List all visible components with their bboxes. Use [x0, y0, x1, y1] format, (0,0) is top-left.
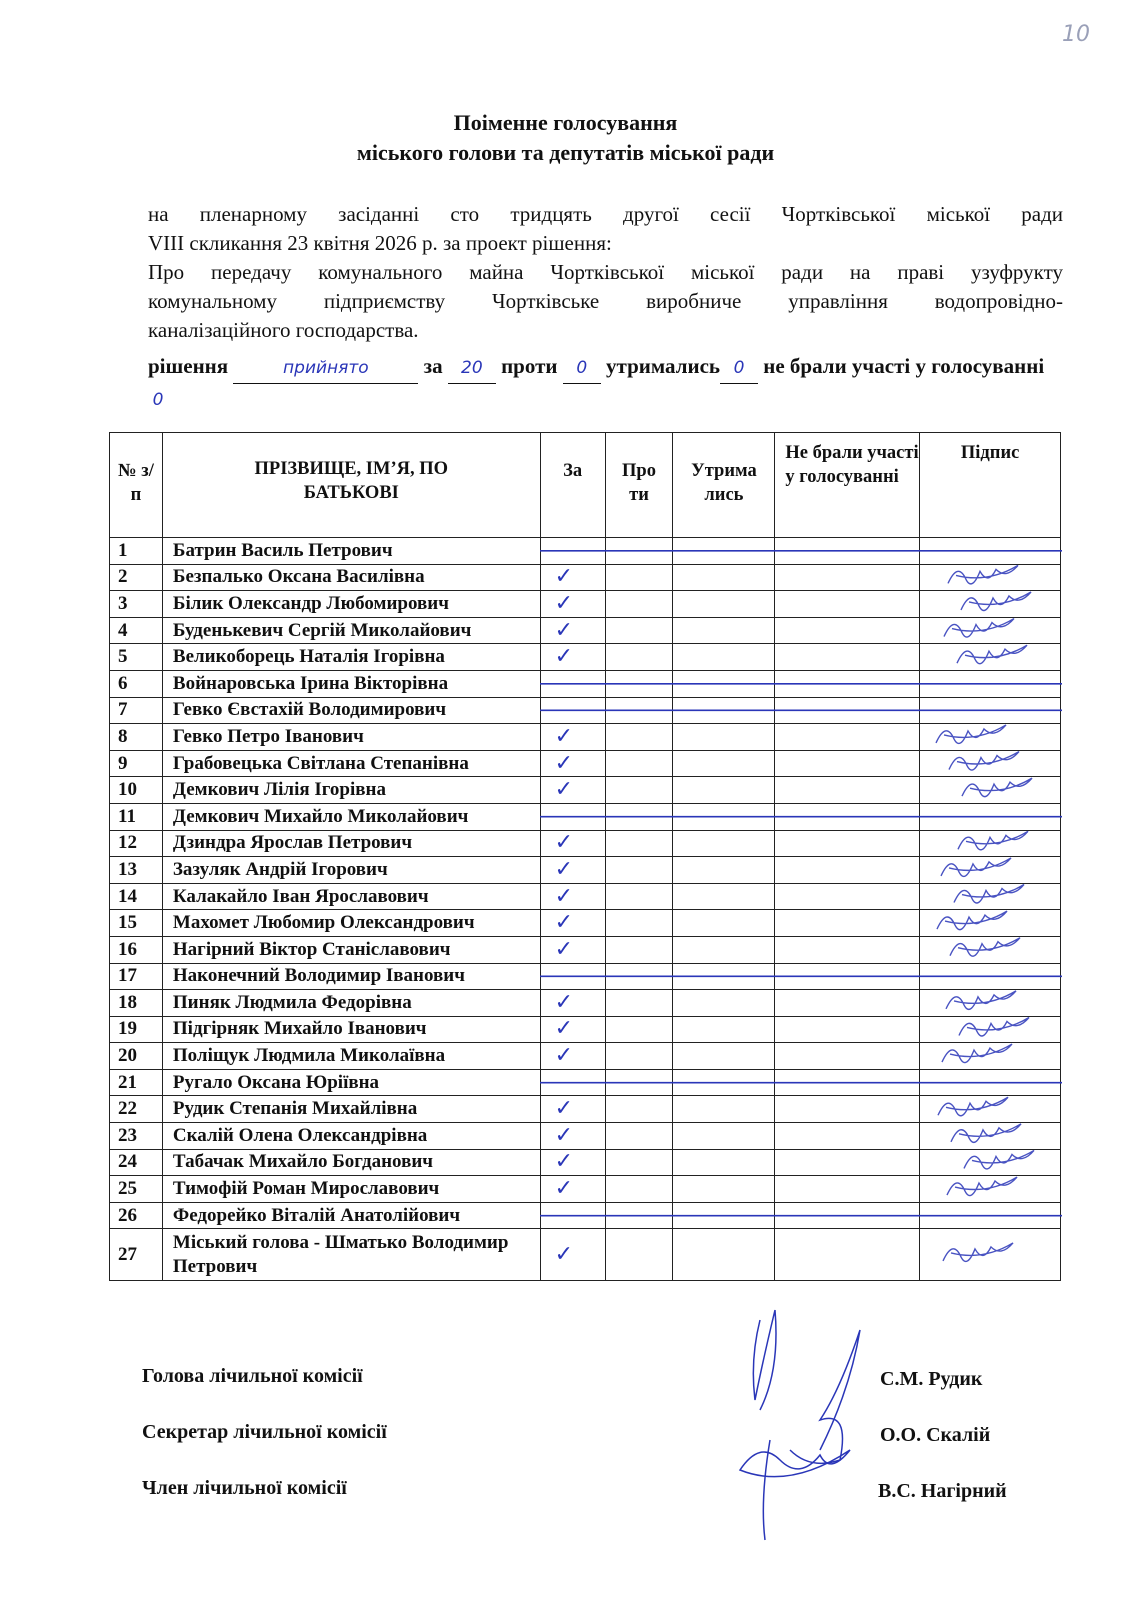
check-mark-icon: ✓: [554, 777, 574, 803]
row-number: 16: [110, 936, 163, 963]
vote-utrym-cell: [673, 1043, 775, 1070]
table-row: [110, 644, 1061, 671]
vote-ne-braly-cell: [775, 750, 920, 777]
vote-utrym-cell: [673, 1149, 775, 1176]
commission-member-name: С.М. Рудик: [880, 1368, 983, 1390]
header-name: ПРІЗВИЩЕ, ІМ’Я, ПО БАТЬКОВІ: [162, 433, 540, 538]
table-row: [110, 1149, 1061, 1176]
vote-utrym-cell: [673, 830, 775, 857]
vote-ne-braly-cell: [775, 990, 920, 1017]
vote-ne-braly-cell: [775, 883, 920, 910]
member-name: Тимофій Роман Мирославович: [162, 1176, 540, 1203]
vote-utrym-cell: [673, 1176, 775, 1203]
member-name: Табачак Михайло Богданович: [162, 1149, 540, 1176]
ne-braly-label: не брали участі у голосуванні: [763, 354, 1045, 378]
header-signature: Підпис: [920, 433, 1061, 538]
member-name: Ругало Оксана Юріївна: [162, 1069, 540, 1096]
check-mark-icon: ✓: [554, 1096, 574, 1122]
check-mark-icon: ✓: [554, 723, 574, 749]
vote-za-cell: [540, 697, 605, 724]
row-number: 19: [110, 1016, 163, 1043]
vote-za-cell: [540, 750, 605, 777]
check-mark-icon: ✓: [554, 617, 574, 643]
vote-utrym-cell: [673, 963, 775, 990]
vote-ne-braly-cell: [775, 697, 920, 724]
vote-proty-cell: [605, 830, 673, 857]
vote-ne-braly-cell: [775, 538, 920, 565]
signature-cell: [920, 830, 1061, 857]
vote-utrym-cell: [673, 564, 775, 591]
vote-ne-braly-cell: [775, 670, 920, 697]
vote-proty-cell: [605, 1149, 673, 1176]
table-row: [110, 1123, 1061, 1150]
vote-za-cell: [540, 1043, 605, 1070]
vote-proty-cell: [605, 777, 673, 804]
row-number: 13: [110, 857, 163, 884]
member-name: Гевко Євстахій Володимирович: [162, 697, 540, 724]
header-za: За: [540, 433, 605, 538]
intro-paragraph: [148, 200, 1063, 345]
member-name: Калакайло Іван Ярославович: [162, 883, 540, 910]
table-row: [110, 777, 1061, 804]
vote-proty-cell: [605, 617, 673, 644]
decision-result: прийнято: [233, 354, 418, 384]
vote-ne-braly-cell: [775, 1202, 920, 1229]
vote-proty-cell: [605, 750, 673, 777]
table-row: [110, 963, 1061, 990]
commission-role: Голова лічильної комісії: [142, 1365, 363, 1387]
commission-member-name: О.О. Скалій: [880, 1424, 991, 1446]
table-row: [110, 936, 1061, 963]
vote-utrym-cell: [673, 777, 775, 804]
signature-cell: [920, 724, 1061, 751]
vote-za-cell: [540, 591, 605, 618]
check-mark-icon: ✓: [554, 750, 574, 776]
vote-proty-cell: [605, 564, 673, 591]
vote-proty-cell: [605, 697, 673, 724]
vote-utrym-cell: [673, 910, 775, 937]
vote-za-cell: [540, 1229, 605, 1281]
member-name: Махомет Любомир Олександрович: [162, 910, 540, 937]
row-number: 22: [110, 1096, 163, 1123]
check-mark-icon: ✓: [554, 564, 574, 590]
check-mark-icon: ✓: [554, 883, 574, 909]
table-row: [110, 803, 1061, 830]
vote-utrym-cell: [673, 1069, 775, 1096]
signature-cell: [920, 857, 1061, 884]
row-number: 5: [110, 644, 163, 671]
check-mark-icon: ✓: [554, 644, 574, 670]
voting-table: [109, 432, 1061, 1281]
vote-za-cell: [540, 724, 605, 751]
header-utrym: Утрима лись: [673, 433, 775, 538]
vote-proty-cell: [605, 724, 673, 751]
ne-braly-count: 0: [152, 390, 164, 410]
table-row: [110, 697, 1061, 724]
vote-utrym-cell: [673, 538, 775, 565]
intro-line: Про передачу комунального майна Чортківської міської ради на праві узуфрукту: [148, 260, 1063, 284]
table-row: [110, 857, 1061, 884]
row-number: 23: [110, 1123, 163, 1150]
proty-label: проти: [501, 354, 558, 378]
table-row: [110, 538, 1061, 565]
vote-ne-braly-cell: [775, 963, 920, 990]
row-number: 3: [110, 591, 163, 618]
table-row: [110, 1202, 1061, 1229]
member-name: Підгірняк Михайло Іванович: [162, 1016, 540, 1043]
intro-line: на пленарному засіданні сто тридцять другої сесії Чортківської міської ради: [148, 202, 1063, 226]
vote-ne-braly-cell: [775, 857, 920, 884]
vote-za-cell: [540, 670, 605, 697]
utrym-label: утримались: [606, 354, 721, 378]
vote-ne-braly-cell: [775, 617, 920, 644]
table-row: [110, 990, 1061, 1017]
vote-proty-cell: [605, 538, 673, 565]
member-name: Скалій Олена Олександрівна: [162, 1123, 540, 1150]
check-mark-icon: ✓: [554, 856, 574, 882]
member-name: Демкович Лілія Ігорівна: [162, 777, 540, 804]
table-row: [110, 830, 1061, 857]
row-number: 21: [110, 1069, 163, 1096]
vote-ne-braly-cell: [775, 910, 920, 937]
vote-proty-cell: [605, 1176, 673, 1203]
signature-cell: [920, 1016, 1061, 1043]
utrym-count: 0: [720, 354, 758, 384]
table-row: [110, 591, 1061, 618]
row-number: 26: [110, 1202, 163, 1229]
member-name: Нагірний Віктор Станіславович: [162, 936, 540, 963]
table-row: [110, 724, 1061, 751]
za-count: 20: [448, 354, 496, 384]
vote-proty-cell: [605, 1043, 673, 1070]
document-title: Поіменне голосування: [453, 110, 678, 135]
vote-proty-cell: [605, 1229, 673, 1281]
table-row: [110, 1096, 1061, 1123]
row-number: 20: [110, 1043, 163, 1070]
commission-role: Секретар лічильної комісії: [142, 1421, 387, 1443]
vote-utrym-cell: [673, 990, 775, 1017]
vote-ne-braly-cell: [775, 1123, 920, 1150]
vote-utrym-cell: [673, 724, 775, 751]
vote-ne-braly-cell: [775, 1176, 920, 1203]
header-ne-braly: Не брали участі у голосуванні: [775, 433, 920, 538]
row-number: 24: [110, 1149, 163, 1176]
row-number: 17: [110, 963, 163, 990]
vote-ne-braly-cell: [775, 1149, 920, 1176]
vote-ne-braly-cell: [775, 591, 920, 618]
vote-proty-cell: [605, 644, 673, 671]
signature-cell: [920, 538, 1061, 565]
vote-utrym-cell: [673, 857, 775, 884]
vote-za-cell: [540, 883, 605, 910]
vote-za-cell: [540, 1149, 605, 1176]
vote-proty-cell: [605, 936, 673, 963]
vote-za-cell: [540, 617, 605, 644]
vote-utrym-cell: [673, 803, 775, 830]
vote-proty-cell: [605, 670, 673, 697]
vote-ne-braly-cell: [775, 830, 920, 857]
row-number: 14: [110, 883, 163, 910]
member-name: Наконечний Володимир Іванович: [162, 963, 540, 990]
signature-cell: [920, 697, 1061, 724]
row-number: 18: [110, 990, 163, 1017]
member-name: Поліщук Людмила Миколаївна: [162, 1043, 540, 1070]
member-name: Демкович Михайло Миколайович: [162, 803, 540, 830]
vote-za-cell: [540, 803, 605, 830]
vote-proty-cell: [605, 883, 673, 910]
vote-utrym-cell: [673, 617, 775, 644]
vote-ne-braly-cell: [775, 644, 920, 671]
vote-proty-cell: [605, 1096, 673, 1123]
vote-utrym-cell: [673, 670, 775, 697]
commission-signatures: [740, 1310, 860, 1540]
member-name: Білик Олександр Любомирович: [162, 591, 540, 618]
row-number: 6: [110, 670, 163, 697]
signature-cell: [920, 1202, 1061, 1229]
signature-cell: [920, 750, 1061, 777]
signature-cell: [920, 644, 1061, 671]
za-label: за: [423, 354, 443, 378]
page-number: 10: [1062, 22, 1090, 47]
row-number: 27: [110, 1229, 163, 1281]
row-number: 1: [110, 538, 163, 565]
decision-label: рішення: [148, 354, 229, 378]
member-name: Гевко Петро Іванович: [162, 724, 540, 751]
vote-ne-braly-cell: [775, 564, 920, 591]
vote-za-cell: [540, 644, 605, 671]
check-mark-icon: ✓: [554, 910, 574, 936]
check-mark-icon: ✓: [554, 1043, 574, 1069]
member-name: Федорейко Віталій Анатолійович: [162, 1202, 540, 1229]
signature-cell: [920, 936, 1061, 963]
vote-ne-braly-cell: [775, 803, 920, 830]
table-row: [110, 1069, 1061, 1096]
vote-proty-cell: [605, 963, 673, 990]
signature-cell: [920, 883, 1061, 910]
vote-utrym-cell: [673, 936, 775, 963]
table-row: [110, 883, 1061, 910]
table-row: [110, 617, 1061, 644]
signature-cell: [920, 1176, 1061, 1203]
vote-utrym-cell: [673, 883, 775, 910]
signature-cell: [920, 670, 1061, 697]
table-row: [110, 670, 1061, 697]
vote-ne-braly-cell: [775, 724, 920, 751]
member-name: Буденькевич Сергій Миколайович: [162, 617, 540, 644]
vote-ne-braly-cell: [775, 1069, 920, 1096]
vote-proty-cell: [605, 857, 673, 884]
vote-za-cell: [540, 910, 605, 937]
intro-line: VIII скликання 23 квітня 2026 р. за проект рішення:: [148, 231, 612, 255]
row-number: 10: [110, 777, 163, 804]
check-mark-icon: ✓: [554, 1149, 574, 1175]
vote-ne-braly-cell: [775, 1096, 920, 1123]
vote-ne-braly-cell: [775, 1016, 920, 1043]
vote-proty-cell: [605, 803, 673, 830]
check-mark-icon: ✓: [554, 1241, 574, 1267]
commission-member-name: В.С. Нагірний: [878, 1480, 1007, 1502]
check-mark-icon: ✓: [554, 1122, 574, 1148]
header-proty: Про ти: [605, 433, 673, 538]
vote-ne-braly-cell: [775, 777, 920, 804]
vote-ne-braly-cell: [775, 936, 920, 963]
proty-count: 0: [563, 354, 601, 384]
member-name: Батрин Василь Петрович: [162, 538, 540, 565]
intro-line: комунальному підприємству Чортківське виробниче управління водопровідно-: [148, 289, 1063, 313]
vote-proty-cell: [605, 1123, 673, 1150]
vote-za-cell: [540, 830, 605, 857]
vote-proty-cell: [605, 1202, 673, 1229]
vote-za-cell: [540, 1176, 605, 1203]
vote-proty-cell: [605, 1016, 673, 1043]
vote-proty-cell: [605, 990, 673, 1017]
vote-za-cell: [540, 564, 605, 591]
member-name: Дзиндра Ярослав Петрович: [162, 830, 540, 857]
row-number: 2: [110, 564, 163, 591]
check-mark-icon: ✓: [554, 1016, 574, 1042]
header-number: № з/п: [110, 433, 163, 538]
vote-utrym-cell: [673, 1202, 775, 1229]
vote-proty-cell: [605, 591, 673, 618]
member-name: Безпалько Оксана Василівна: [162, 564, 540, 591]
vote-utrym-cell: [673, 1229, 775, 1281]
member-name: Міський голова - Шматько Володимир Петрович: [162, 1229, 540, 1281]
vote-za-cell: [540, 1202, 605, 1229]
table-row: [110, 1016, 1061, 1043]
vote-za-cell: [540, 1016, 605, 1043]
vote-utrym-cell: [673, 750, 775, 777]
vote-utrym-cell: [673, 1123, 775, 1150]
vote-utrym-cell: [673, 1096, 775, 1123]
row-number: 12: [110, 830, 163, 857]
table-row: [110, 750, 1061, 777]
check-mark-icon: ✓: [554, 989, 574, 1015]
check-mark-icon: ✓: [554, 936, 574, 962]
vote-za-cell: [540, 963, 605, 990]
signature-cell: [920, 1043, 1061, 1070]
intro-line: каналізаційного господарства.: [148, 318, 419, 342]
vote-proty-cell: [605, 910, 673, 937]
signature-cell: [920, 777, 1061, 804]
vote-za-cell: [540, 990, 605, 1017]
table-row: [110, 564, 1061, 591]
signature-cell: [920, 1229, 1061, 1281]
row-number: 9: [110, 750, 163, 777]
row-number: 11: [110, 803, 163, 830]
vote-ne-braly-cell: [775, 1229, 920, 1281]
vote-za-cell: [540, 1096, 605, 1123]
document-subtitle: міського голови та депутатів міської ради: [356, 140, 775, 165]
signature-cell: [920, 617, 1061, 644]
member-name: Пиняк Людмила Федорівна: [162, 990, 540, 1017]
member-name: Великоборець Наталія Ігорівна: [162, 644, 540, 671]
vote-za-cell: [540, 1123, 605, 1150]
check-mark-icon: ✓: [554, 590, 574, 616]
check-mark-icon: ✓: [554, 1176, 574, 1202]
table-row: [110, 1043, 1061, 1070]
row-number: 8: [110, 724, 163, 751]
decision-line: [148, 352, 1063, 415]
signature-cell: [920, 1123, 1061, 1150]
signature-cell: [920, 591, 1061, 618]
signature-cell: [920, 1149, 1061, 1176]
commission-role: Член лічильної комісії: [142, 1477, 347, 1499]
row-number: 15: [110, 910, 163, 937]
table-row: [110, 910, 1061, 937]
member-name: Рудик Степанія Михайлівна: [162, 1096, 540, 1123]
member-name: Грабовецька Світлана Степанівна: [162, 750, 540, 777]
member-name: Войнаровська Ірина Вікторівна: [162, 670, 540, 697]
vote-utrym-cell: [673, 644, 775, 671]
check-mark-icon: ✓: [554, 830, 574, 856]
row-number: 7: [110, 697, 163, 724]
signature-cell: [920, 963, 1061, 990]
vote-utrym-cell: [673, 697, 775, 724]
table-row: [110, 1229, 1061, 1281]
table-row: [110, 1176, 1061, 1203]
vote-utrym-cell: [673, 1016, 775, 1043]
signature-cell: [920, 803, 1061, 830]
vote-za-cell: [540, 1069, 605, 1096]
vote-ne-braly-cell: [775, 1043, 920, 1070]
signature-cell: [920, 1096, 1061, 1123]
signature-cell: [920, 910, 1061, 937]
vote-za-cell: [540, 857, 605, 884]
member-name: Зазуляк Андрій Ігорович: [162, 857, 540, 884]
vote-za-cell: [540, 777, 605, 804]
row-number: 25: [110, 1176, 163, 1203]
vote-za-cell: [540, 538, 605, 565]
signature-cell: [920, 564, 1061, 591]
signature-cell: [920, 1069, 1061, 1096]
row-number: 4: [110, 617, 163, 644]
vote-proty-cell: [605, 1069, 673, 1096]
vote-utrym-cell: [673, 591, 775, 618]
vote-za-cell: [540, 936, 605, 963]
signature-cell: [920, 990, 1061, 1017]
